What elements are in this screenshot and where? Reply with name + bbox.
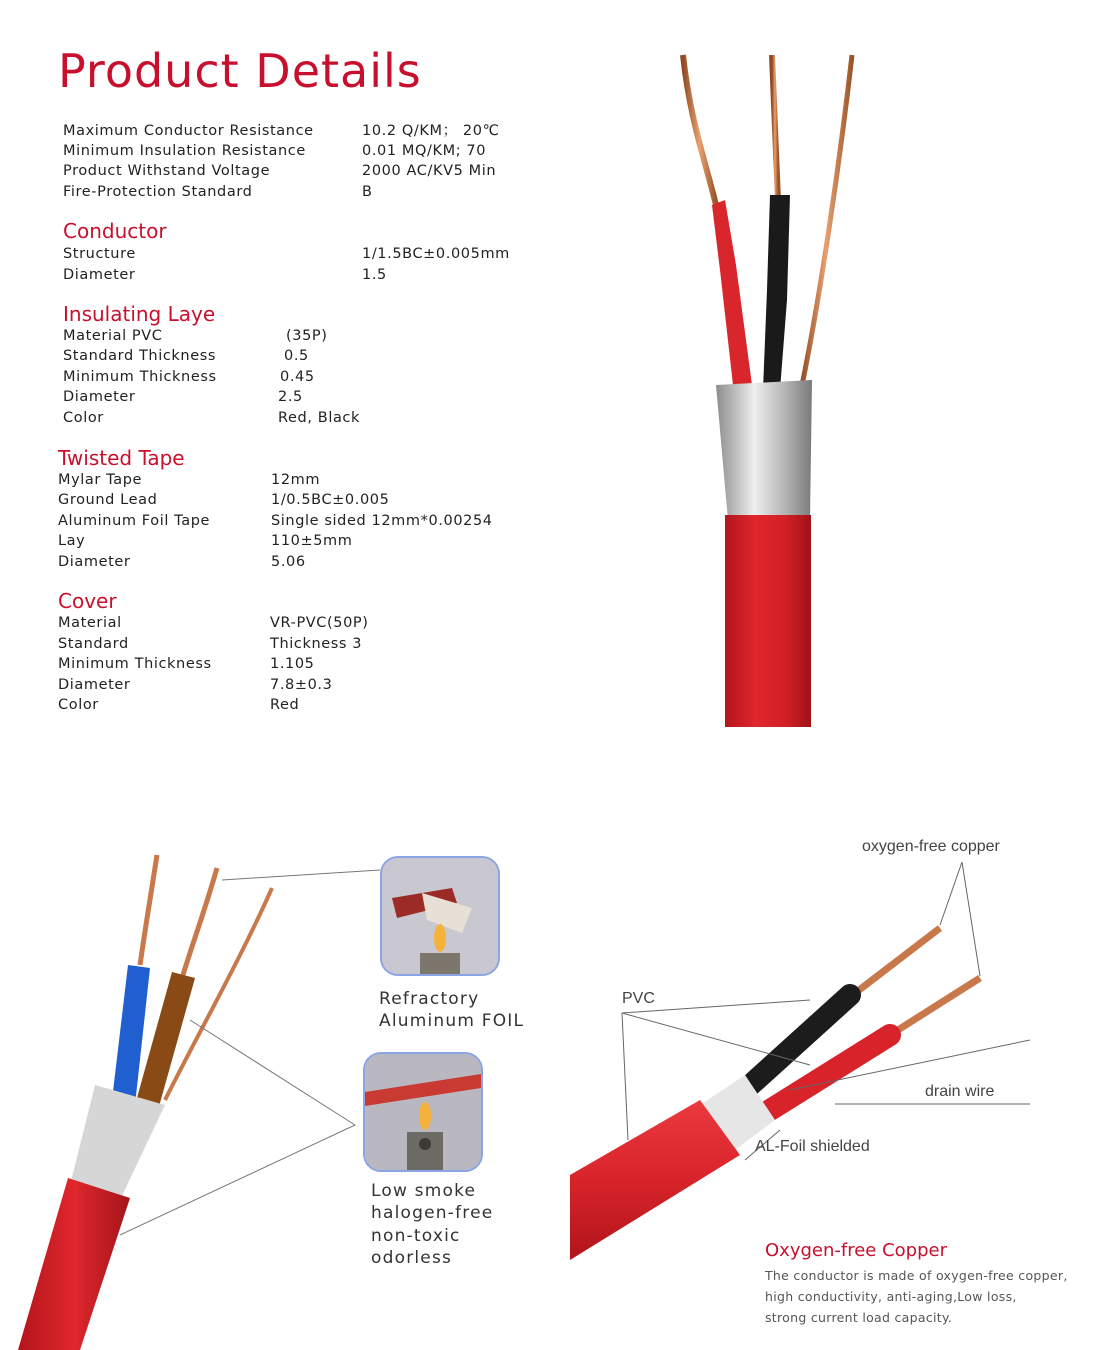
spec-label: Diameter (63, 267, 136, 283)
spec-value: B (362, 184, 373, 200)
spec-label: Material (58, 615, 122, 631)
callout-smoke-line2: halogen-free (371, 1203, 494, 1223)
oxygen-copper-text-3: strong current load capacity. (765, 1310, 953, 1325)
spec-value: Single sided 12mm*0.00254 (271, 513, 493, 529)
spec-value: Red, Black (278, 410, 360, 426)
spec-label: Product Withstand Voltage (63, 163, 271, 179)
spec-label: Standard (58, 636, 129, 652)
cable-photo-top (660, 50, 860, 730)
spec-value: 2000 AC/KV5 Min (362, 163, 497, 179)
spec-label: Lay (58, 533, 86, 549)
label-al-foil: AL-Foil shielded (755, 1138, 870, 1155)
spec-label: Standard Thickness (63, 348, 217, 364)
foil-flame-photo (380, 856, 500, 976)
spec-value: 1.5 (362, 267, 387, 283)
spec-label: Color (58, 697, 99, 713)
spec-label: Diameter (58, 554, 131, 570)
spec-value: Thickness 3 (270, 636, 363, 652)
spec-label: Aluminum Foil Tape (58, 513, 211, 529)
callout-foil-line1: Refractory (379, 989, 480, 1009)
spec-label: Mylar Tape (58, 472, 143, 488)
spec-value: 7.8±0.3 (270, 677, 333, 693)
spec-label: Fire-Protection Standard (63, 184, 253, 200)
spec-label: Minimum Insulation Resistance (63, 143, 306, 159)
label-drain-wire: drain wire (925, 1083, 995, 1100)
spec-value: 1.105 (270, 656, 315, 672)
spec-label: Diameter (63, 389, 136, 405)
spec-label: Structure (63, 246, 136, 262)
spec-label: Minimum Thickness (58, 656, 212, 672)
callout-smoke-line4: odorless (371, 1248, 453, 1268)
spec-label: Color (63, 410, 104, 426)
spec-value: (35P) (286, 328, 328, 344)
spec-value: VR-PVC(50P) (270, 615, 369, 631)
spec-label: Minimum Thickness (63, 369, 217, 385)
spec-value: 0.45 (280, 369, 315, 385)
spec-label: Ground Lead (58, 492, 158, 508)
callout-foil-line2: Aluminum FOIL (379, 1011, 525, 1031)
spec-label: Diameter (58, 677, 131, 693)
cable-diagram (560, 830, 1080, 1340)
spec-value: 2.5 (278, 389, 303, 405)
spec-value: 5.06 (271, 554, 306, 570)
callout-smoke-line3: non-toxic (371, 1226, 461, 1246)
oxygen-copper-text-2: high conductivity, anti-aging,Low loss, (765, 1289, 1017, 1304)
spec-label: Material PVC (63, 328, 163, 344)
spec-value: 12mm (271, 472, 321, 488)
spec-value: 0.5 (284, 348, 309, 364)
spec-value: 0.01 MQ/KM; 70 (362, 143, 487, 159)
label-pvc: PVC (622, 990, 655, 1007)
spec-label: Maximum Conductor Resistance (63, 123, 314, 139)
spec-value: Red (270, 697, 300, 713)
spec-value: 110±5mm (271, 533, 353, 549)
spec-value: 1/0.5BC±0.005 (271, 492, 390, 508)
page-title: Product Details (58, 44, 422, 98)
section-title-conductor: Conductor (63, 219, 167, 243)
section-title-cover: Cover (58, 589, 117, 613)
spec-value: 1/1.5BC±0.005mm (362, 246, 510, 262)
callout-smoke-line1: Low smoke (371, 1181, 477, 1201)
smoke-flame-photo (363, 1052, 483, 1172)
oxygen-copper-title: Oxygen-free Copper (765, 1240, 947, 1261)
spec-value: 10.2 Q/KM； 20℃ (362, 123, 500, 139)
section-title-insulating: Insulating Laye (63, 302, 216, 326)
label-oxygen-free-copper: oxygen-free copper (862, 838, 1000, 855)
section-title-twisted: Twisted Tape (58, 446, 185, 470)
oxygen-copper-text-1: The conductor is made of oxygen-free copper, (765, 1268, 1068, 1283)
